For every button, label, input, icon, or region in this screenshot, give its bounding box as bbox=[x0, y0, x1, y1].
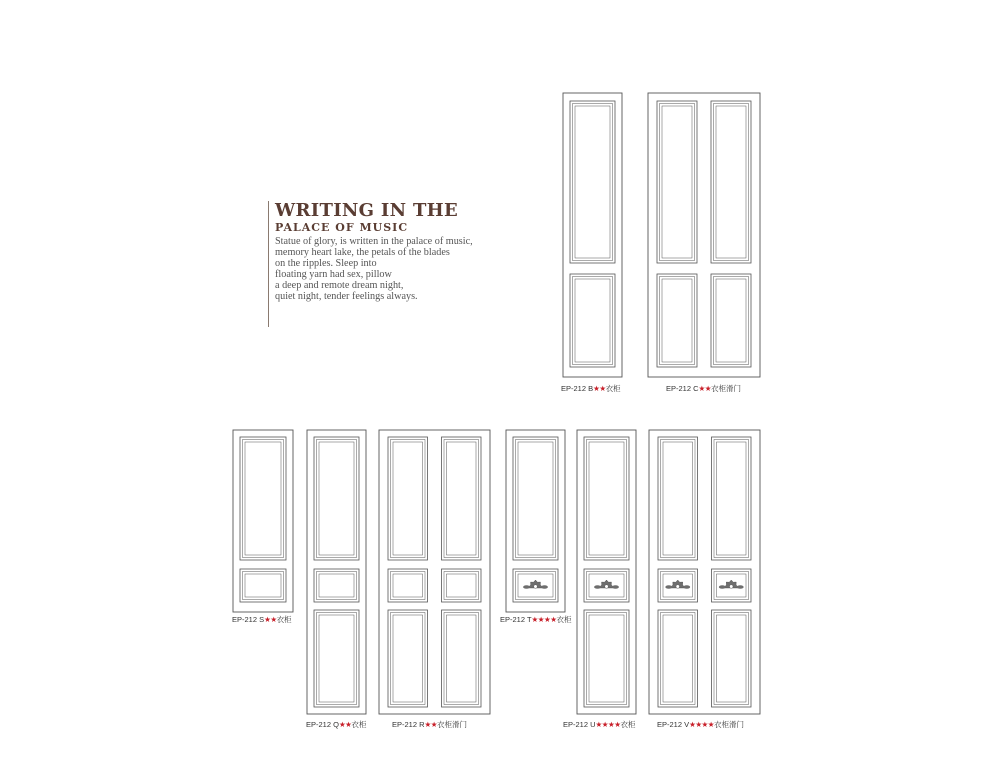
star-rating: ★★ bbox=[264, 615, 277, 624]
intro-line: memory heart lake, the petals of the blades bbox=[275, 247, 450, 258]
door-type: 衣柜 bbox=[556, 615, 572, 624]
intro-line: Statue of glory, is written in the palace of music, bbox=[275, 236, 473, 247]
intro-line: quiet night, tender feelings always. bbox=[275, 291, 418, 302]
door-type: 衣柜 bbox=[351, 720, 367, 729]
door-code: EP-212 V bbox=[657, 720, 690, 729]
intro-line: floating yarn had sex, pillow bbox=[275, 269, 392, 280]
door-type: 衣柜 bbox=[276, 615, 292, 624]
door-type: 衣柜滑门 bbox=[710, 384, 741, 393]
intro-line: on the ripples. Sleep into bbox=[275, 258, 377, 269]
door-ep-212-u bbox=[577, 430, 636, 714]
caption-ep-212-t bbox=[500, 614, 571, 625]
caption-ep-212-s bbox=[232, 614, 292, 625]
star-rating: ★★ bbox=[593, 384, 606, 393]
star-rating: ★★ bbox=[424, 720, 437, 729]
door-type: 衣柜滑门 bbox=[436, 720, 467, 729]
door-ep-212-q bbox=[307, 430, 366, 714]
caption-ep-212-r bbox=[392, 719, 467, 730]
door-ep-212-v bbox=[649, 430, 760, 714]
door-ep-212-r bbox=[379, 430, 490, 714]
door-ep-212-s bbox=[233, 430, 293, 612]
intro-subtitle: PALACE OF MUSIC bbox=[275, 221, 409, 234]
door-code: EP-212 R bbox=[392, 720, 425, 729]
door-code: EP-212 Q bbox=[306, 720, 339, 729]
star-rating: ★★ bbox=[698, 384, 711, 393]
caption-ep-212-v bbox=[657, 719, 744, 730]
door-ep-212-b bbox=[563, 93, 622, 377]
star-rating: ★★ bbox=[338, 720, 352, 729]
door-type: 衣柜 bbox=[620, 720, 636, 729]
caption-ep-212-c bbox=[666, 383, 741, 394]
caption-ep-212-b bbox=[561, 383, 621, 394]
door-code: EP-212 U bbox=[563, 720, 596, 729]
door-ep-212-t bbox=[506, 430, 565, 612]
door-code: EP-212 S bbox=[232, 615, 265, 624]
star-rating: ★★★★ bbox=[689, 720, 715, 729]
caption-ep-212-u bbox=[563, 719, 635, 730]
door-code: EP-212 C bbox=[666, 384, 699, 393]
door-type: 衣柜 bbox=[605, 384, 621, 393]
door-type: 衣柜滑门 bbox=[714, 720, 745, 729]
star-rating: ★★★★ bbox=[531, 615, 557, 624]
caption-ep-212-q bbox=[306, 719, 366, 730]
star-rating: ★★★★ bbox=[595, 720, 621, 729]
intro-title: WRITING IN THE bbox=[275, 200, 458, 221]
door-code: EP-212 B bbox=[561, 384, 594, 393]
door-ep-212-c bbox=[648, 93, 760, 377]
door-code: EP-212 T bbox=[500, 615, 532, 624]
intro-line: a deep and remote dream night, bbox=[275, 280, 404, 291]
